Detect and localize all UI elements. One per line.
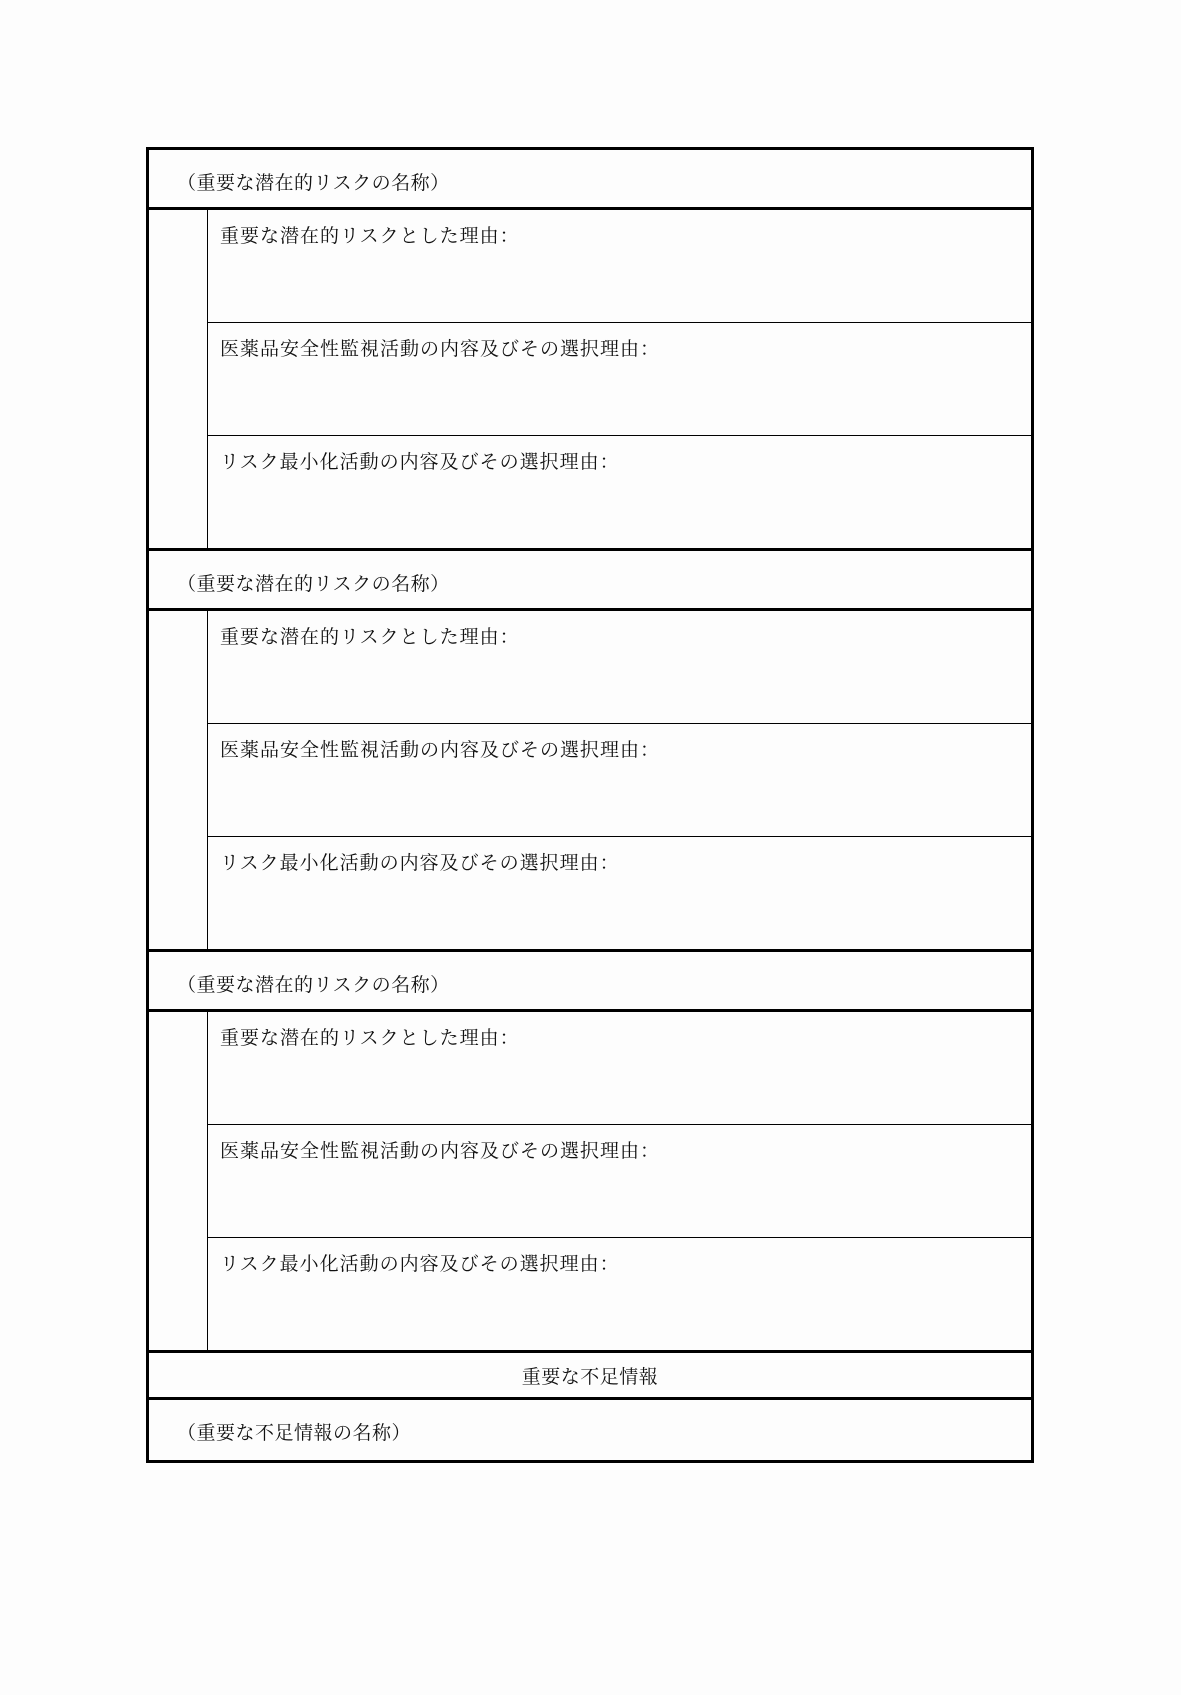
potential-risk-name-header (149, 150, 1031, 210)
risk-minimization-field[interactable] (208, 1238, 1031, 1350)
reason-field[interactable] (208, 210, 1031, 323)
pharmacovigilance-label: 医薬品安全性監視活動の内容及びその選択理由： (220, 338, 661, 360)
risk-minimization-field[interactable] (208, 837, 1031, 949)
pharmacovigilance-field[interactable] (208, 1125, 1031, 1238)
missing-info-name-row[interactable] (149, 1400, 1031, 1463)
potential-risk-name-label: （重要な潜在的リスクの名称） (177, 573, 450, 595)
subrow-group (208, 210, 1031, 548)
missing-info-name-label: （重要な不足情報の名称） (177, 1422, 412, 1444)
indent-column (149, 1012, 208, 1350)
potential-risk-section-body (149, 1012, 1031, 1353)
potential-risk-name-header (149, 952, 1031, 1012)
indent-column (149, 611, 208, 949)
risk-minimization-label: リスク最小化活動の内容及びその選択理由： (220, 451, 620, 473)
risk-minimization-label: リスク最小化活動の内容及びその選択理由： (220, 852, 620, 874)
missing-info-heading-row (149, 1353, 1031, 1400)
pharmacovigilance-label: 医薬品安全性監視活動の内容及びその選択理由： (220, 739, 661, 761)
indent-column (149, 210, 208, 548)
potential-risk-section-body (149, 611, 1031, 952)
potential-risk-name-header (149, 551, 1031, 611)
risk-minimization-label: リスク最小化活動の内容及びその選択理由： (220, 1253, 620, 1275)
reason-field[interactable] (208, 1012, 1031, 1125)
risk-management-form-table (146, 147, 1034, 1463)
reason-label: 重要な潜在的リスクとした理由： (220, 626, 520, 648)
reason-label: 重要な潜在的リスクとした理由： (220, 1027, 520, 1049)
potential-risk-section-body (149, 210, 1031, 551)
pharmacovigilance-field[interactable] (208, 724, 1031, 837)
pharmacovigilance-field[interactable] (208, 323, 1031, 436)
potential-risk-name-label: （重要な潜在的リスクの名称） (177, 974, 450, 996)
pharmacovigilance-label: 医薬品安全性監視活動の内容及びその選択理由： (220, 1140, 661, 1162)
subrow-group (208, 611, 1031, 949)
reason-label: 重要な潜在的リスクとした理由： (220, 225, 520, 247)
missing-info-heading: 重要な不足情報 (521, 1365, 659, 1388)
reason-field[interactable] (208, 611, 1031, 724)
risk-minimization-field[interactable] (208, 436, 1031, 548)
potential-risk-name-label: （重要な潜在的リスクの名称） (177, 172, 450, 194)
subrow-group (208, 1012, 1031, 1350)
